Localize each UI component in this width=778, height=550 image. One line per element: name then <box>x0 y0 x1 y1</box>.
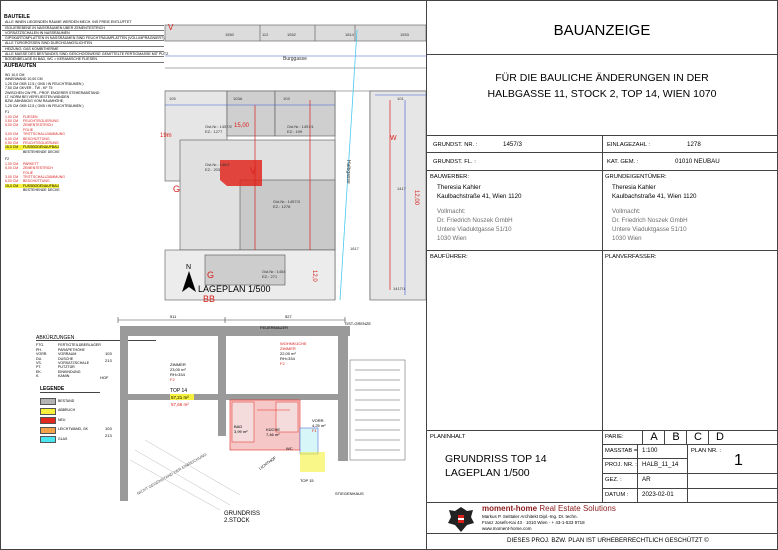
legend-swatch <box>40 408 56 415</box>
site-plan <box>160 20 426 304</box>
build-up-layer: 16,0 CM FUSSBODENAUFBAU <box>5 145 59 150</box>
einlagezahl-label: EINLAGEZAHL : <box>607 142 650 148</box>
abbreviation-row: EK. EINKINDUNG <box>36 369 81 374</box>
bauteile-list-line: BODENBELAGE IN BAD, WC = KERAMISCHE FLIESEN <box>2 57 164 62</box>
svg-text:103: 103 <box>105 351 112 356</box>
svg-text:213: 213 <box>105 433 112 438</box>
kat-gem-label: KAT. GEM. : <box>607 159 639 165</box>
svg-text:V: V <box>168 23 174 32</box>
massstab: 1:100 <box>642 447 658 454</box>
bauteile-heading: BAUTEILE <box>4 14 30 20</box>
svg-text:RH=334: RH=334 <box>170 372 185 377</box>
svg-text:Gst.Nr.: 1454: Gst.Nr.: 1454 <box>262 269 286 274</box>
svg-text:57,21 m²: 57,21 m² <box>171 395 189 400</box>
abbreviation-row: VS. VORSATZSCHALE <box>36 361 90 366</box>
bauteile-list-line: ALLE TÜRGRÖSSEN SIND DURCHGANGSLICHTEN <box>2 41 164 46</box>
build-up-layer: FOLIE <box>23 127 34 132</box>
svg-text:LICHTHOF: LICHTHOF <box>257 455 277 471</box>
subtitle-line1: FÜR DIE BAULICHE ÄNDERUNGEN IN DER <box>495 72 709 84</box>
abbreviations-heading: ABKÜRZUNGEN <box>36 336 156 341</box>
plan-nr-label: PLAN NR. : <box>691 448 721 454</box>
svg-text:F2: F2 <box>280 361 285 366</box>
svg-text:EZ.: 203: EZ.: 203 <box>205 167 221 172</box>
svg-text:F1: F1 <box>312 428 317 433</box>
w1-list-line: LT. NORM BEI VERFLIESTEN WÄNDEN <box>5 95 70 99</box>
abbreviation-row: DU. DUSCHE <box>36 356 74 361</box>
svg-text:KÜCHE: KÜCHE <box>266 427 281 432</box>
w1-list-line: 1,25 CM GKB 12,5 ( GKB i IN FEUCHTRÄUMEN ) <box>5 103 84 108</box>
svg-text:101: 101 <box>397 96 404 101</box>
svg-text:FEUERMAUER: FEUERMAUER <box>260 325 289 330</box>
svg-text:12,0: 12,0 <box>311 270 317 282</box>
svg-text:Gst.Nr.: 1457/2: Gst.Nr.: 1457/2 <box>205 124 232 129</box>
legend-swatch <box>40 436 56 443</box>
svg-text:TOP 15: TOP 15 <box>300 478 314 483</box>
ge-vollmacht-label: Vollmacht: <box>612 208 641 215</box>
firm-line1: Markus P. Seittaler Architekt Dipl.-Ing. Dr. techn. <box>482 514 578 519</box>
svg-text:1417/1: 1417/1 <box>393 286 406 291</box>
build-up-layer: 3,00 CM TRITTSCHALLDÄMMUNG <box>5 174 66 179</box>
svg-text:EZ.: 199: EZ.: 199 <box>287 129 303 134</box>
svg-text:EZ.: 1278: EZ.: 1278 <box>273 204 291 209</box>
abbreviation-row: PH. PARAPETHÖHE <box>36 347 85 352</box>
svg-text:G: G <box>207 270 215 280</box>
svg-text:BB: BB <box>203 294 216 304</box>
svg-text:1814: 1814 <box>345 32 354 37</box>
abbreviation-row: VORR. VORRAUM <box>36 352 77 357</box>
bauteile-list <box>2 20 169 62</box>
build-up-layer: 1,00 CM FLIESEN <box>5 114 38 119</box>
firm-name-line <box>482 504 616 513</box>
svg-text:BAD: BAD <box>234 424 243 429</box>
svg-text:511: 511 <box>170 314 177 319</box>
bauteile-list-line: VORSATZSCHALEN IN NASSRÄUMEN <box>2 31 164 36</box>
kat-gem: 01010 NEUBAU <box>675 158 720 165</box>
einlagezahl: 1278 <box>687 141 701 148</box>
vollmacht-address2: 1030 Wien <box>437 235 467 242</box>
build-up-layer: 1,00 CM PARKETT <box>5 161 39 166</box>
legend-swatch <box>40 398 56 405</box>
w1-list-line: 7,50 CM GKVER - TW - KF 75 <box>5 86 53 91</box>
f1-floor-build-up <box>2 115 164 155</box>
svg-text:1553: 1553 <box>400 32 409 37</box>
firm-line2: Franz Josefs-Kai 43 · 1010 Wien · + 43-1-533 9718 <box>482 520 585 525</box>
parie-box: B <box>664 431 687 444</box>
build-up-layer: 5,00 CM ZEMENTESTRICH <box>5 166 53 171</box>
svg-text:EZ.: 271: EZ.: 271 <box>262 274 278 279</box>
site-plan-caption: LAGEPLAN 1/500 <box>198 284 271 294</box>
planinhalt-line1: GRUNDRISS TOP 14 <box>445 453 547 465</box>
svg-text:NICHT GEGENSTAND DER EINREICHU: NICHT GEGENSTAND DER EINREICHUNG <box>136 451 208 496</box>
ge-vollmacht-address2: 1030 Wien <box>612 235 642 242</box>
build-up-layer: 6,00 CM BESCHÜTTUNG <box>5 136 50 141</box>
bauwerber-address: Kaulbachstraße 41, Wien 1120 <box>437 193 522 200</box>
build-up-layer: 6,00 CM BESCHÜTTUNG <box>5 179 50 184</box>
svg-text:1550: 1550 <box>225 32 234 37</box>
abbreviation-row: FTG. FERTIGTEILÜBERLAGER <box>36 343 101 348</box>
svg-text:Gst.Nr.: 1457/1: Gst.Nr.: 1457/1 <box>287 124 314 129</box>
grundst-nr-label: GRUNDST. NR. : <box>433 142 478 148</box>
f1-label: F1 <box>5 110 10 115</box>
svg-text:V: V <box>250 166 257 176</box>
svg-text:W: W <box>390 135 397 142</box>
proj-nr-label: PROJ. NR. : <box>605 462 637 468</box>
copyright: DIESES PROJ. BZW. PLAN IST URHEBERRECHTLICH GESCHÜTZT © <box>507 537 709 544</box>
bauwerber-label: BAUWERBER: <box>430 174 469 180</box>
floor-plan-caption <box>224 511 260 525</box>
floor-plan-caption-line1: GRUNDRISS <box>224 511 261 517</box>
svg-text:STIEGENHAUS: STIEGENHAUS <box>335 491 364 496</box>
planinhalt-line2: LAGEPLAN 1/500 <box>445 467 530 479</box>
bauteile-list-line: ISOLIEREBENE IN NASSRÄUMEN ÜBER ZEMENTESTRICH <box>2 26 164 31</box>
build-up-layer: BESTEHENDE DECKE <box>23 149 60 154</box>
svg-text:527: 527 <box>285 314 292 319</box>
svg-text:WC: WC <box>286 446 293 451</box>
vollmacht-label: Vollmacht: <box>437 208 466 215</box>
title: BAUANZEIGE <box>553 22 651 39</box>
svg-text:EZ.: 1277: EZ.: 1277 <box>205 129 223 134</box>
datum-label: DATUM : <box>605 492 629 498</box>
grundst-nr: 1457/3 <box>503 141 522 148</box>
bauf-label: BAUFÜHRER: <box>430 254 468 260</box>
w1-wall-build-up <box>2 73 164 108</box>
parie-label: PARIE: <box>605 434 624 440</box>
svg-text:103A: 103A <box>233 96 243 101</box>
legend-label: ABBRUCH <box>58 408 76 412</box>
svg-text:23,00 m²: 23,00 m² <box>170 367 186 372</box>
build-up-layer: 15,0 CM FUSSBODENAUFBAU <box>5 183 59 188</box>
grundeigentuemer-name: Theresia Kahler <box>612 184 656 191</box>
ge-vollmacht-address1: Untere Viaduktgasse 51/10 <box>612 226 687 233</box>
w1-list-line: INNENWAND 10,00 CM <box>5 77 43 82</box>
f2-floor-build-up <box>2 162 164 193</box>
grundeigentuemer-address: Kaulbachstraße 41, Wien 1120 <box>612 193 697 200</box>
parie-box: A <box>642 431 665 444</box>
w1-list-line: BZW. ABHÄNGIG VOM RAUMHÖHE, <box>5 99 65 104</box>
ge-vollmacht-name: Dr. Friedrich Noszek GmbH <box>612 217 688 224</box>
floor-plan <box>100 310 426 525</box>
gez-label: GEZ. : <box>605 477 622 483</box>
floor-plan-caption-line2: 2.STOCK <box>224 518 250 524</box>
proj-nr: HALB_11_14 <box>642 461 679 468</box>
w1-list-line: ZWISCHEN CW PR.- PROF. ENGERER STEHERABSTAND <box>5 90 100 95</box>
build-up-layer: 0,50 CM FEUCHTISOLIERUNG <box>5 141 59 146</box>
svg-text:1417: 1417 <box>397 186 406 191</box>
svg-text:Gst.Nr.: 146/1: Gst.Nr.: 146/1 <box>205 162 230 167</box>
street-burggasse: Burggasse <box>283 56 307 62</box>
svg-text:57,66 m²: 57,66 m² <box>171 402 189 407</box>
parie-box: C <box>686 431 709 444</box>
svg-text:RH=334: RH=334 <box>280 356 295 361</box>
svg-text:1817: 1817 <box>350 246 359 251</box>
abbreviation-row: PT. PUTZTÜR <box>36 365 75 370</box>
svg-text:112: 112 <box>262 32 269 37</box>
svg-text:G: G <box>173 184 181 194</box>
grundst-fl-label: GRUNDST. FL. : <box>433 159 476 165</box>
bauteile-list-line: HEIZUNG: GAS KOMBITHERME <box>2 47 164 52</box>
firm-line3: www.moment-home.com <box>482 526 532 531</box>
planverf-label: PLANVERFASSER: <box>605 254 657 260</box>
aufbauten-heading: AUFBAUTEN <box>4 62 37 69</box>
subtitle-line2: HALBGASSE 11, STOCK 2, TOP 14, WIEN 1070 <box>487 88 717 100</box>
build-up-layer: 5,00 CM ZEMENTESTRICH <box>5 123 53 128</box>
legend-swatch <box>40 417 56 424</box>
svg-text:1552: 1552 <box>287 32 296 37</box>
datum: 2023-02-01 <box>642 491 674 498</box>
bauteile-list-line: GIPSKARTONPLATTEN IN NASSRÄUMEN SIND FEUCHTRAUMPLATTEN (VOLLIMPRÄGNIERT) <box>2 36 164 41</box>
build-up-layer: 0,50 CM FEUCHTISOLIERUNG <box>5 119 59 124</box>
svg-text:TOP 14: TOP 14 <box>170 388 188 394</box>
svg-text:ZIMMER: ZIMMER <box>170 362 186 367</box>
svg-text:15,00: 15,00 <box>234 123 250 129</box>
svg-text:3,99 m²: 3,99 m² <box>234 429 248 434</box>
bauteile-list-line: ALLE MASSE DES BESTANDES SIND GESCHOSSWEISE GEMITTELTE FERTIGMASSE MIT PUTZ <box>2 52 164 57</box>
title-block <box>426 0 777 549</box>
svg-text:ZIMMER: ZIMMER <box>280 346 296 351</box>
bauteile-list-line: ALLE INNEN LIEGENDEN RÄUME WERDEN MECH. INS FREIE ENTLÜFTET <box>2 20 164 25</box>
abk-extra: HOF <box>100 375 109 380</box>
legend-label: LEICHTWAND, GK <box>58 427 89 431</box>
svg-text:GST-GRENZE: GST-GRENZE <box>345 321 372 326</box>
firm-tagline: Real Estate Solutions <box>539 504 616 513</box>
svg-text:22,00 m²: 22,00 m² <box>280 351 296 356</box>
svg-text:7,46 m²: 7,46 m² <box>266 432 280 437</box>
vollmacht-address1: Untere Viaduktgasse 51/10 <box>437 226 512 233</box>
legend-heading: LEGENDE <box>40 386 100 393</box>
svg-text:4,25 m²: 4,25 m² <box>312 423 326 428</box>
legend-label: NEU <box>58 417 66 422</box>
f2-label: F2 <box>5 157 10 162</box>
vollmacht-name: Dr. Friedrich Noszek GmbH <box>437 217 513 224</box>
w1-list-line: 1,25 CM GKB 12,5 ( GKB i IN FEUCHTRÄUMEN ) <box>5 81 84 86</box>
build-up-layer: BESTEHENDE DECKE <box>23 188 60 193</box>
svg-text:213: 213 <box>105 358 112 363</box>
north-arrow-icon <box>180 262 198 294</box>
svg-text:N: N <box>186 264 192 271</box>
grundeigentuemer-label: GRUNDEIGENTÜMER: <box>605 174 667 180</box>
build-up-layer: FOLIE <box>23 170 34 175</box>
svg-text:103: 103 <box>105 426 112 431</box>
bauwerber-name: Theresia Kahler <box>437 184 481 191</box>
legend-label: GLAS <box>58 436 68 441</box>
w1-list-line: W1 10,0 CM <box>5 72 25 77</box>
massstab-label: MASSTAB = <box>605 448 638 454</box>
parie-box: D <box>708 431 731 444</box>
svg-text:WOHNKÜCHE: WOHNKÜCHE <box>280 341 307 346</box>
abbreviation-row: K. KAMIN <box>36 374 70 379</box>
svg-text:19m: 19m <box>160 133 172 139</box>
svg-text:12,00: 12,00 <box>413 190 419 206</box>
plan-nr: 1 <box>734 452 743 469</box>
svg-text:103: 103 <box>283 96 290 101</box>
firm-logo-icon <box>447 505 475 533</box>
svg-text:Gst.Nr.: 1457/3: Gst.Nr.: 1457/3 <box>273 199 300 204</box>
firm-name: moment-home <box>482 504 538 513</box>
legend-swatch <box>40 427 56 434</box>
street-halbgasse: Halbgasse <box>345 160 351 184</box>
planinhalt-label: PLANINHALT <box>430 434 466 440</box>
gez: AR <box>642 476 651 483</box>
svg-text:105: 105 <box>169 96 176 101</box>
legend-label: BESTAND <box>58 398 75 403</box>
svg-text:VORR.: VORR. <box>312 418 325 423</box>
svg-text:F2: F2 <box>170 377 175 382</box>
build-up-layer: 3,00 CM TRITTSCHALLDÄMMUNG <box>5 132 66 137</box>
